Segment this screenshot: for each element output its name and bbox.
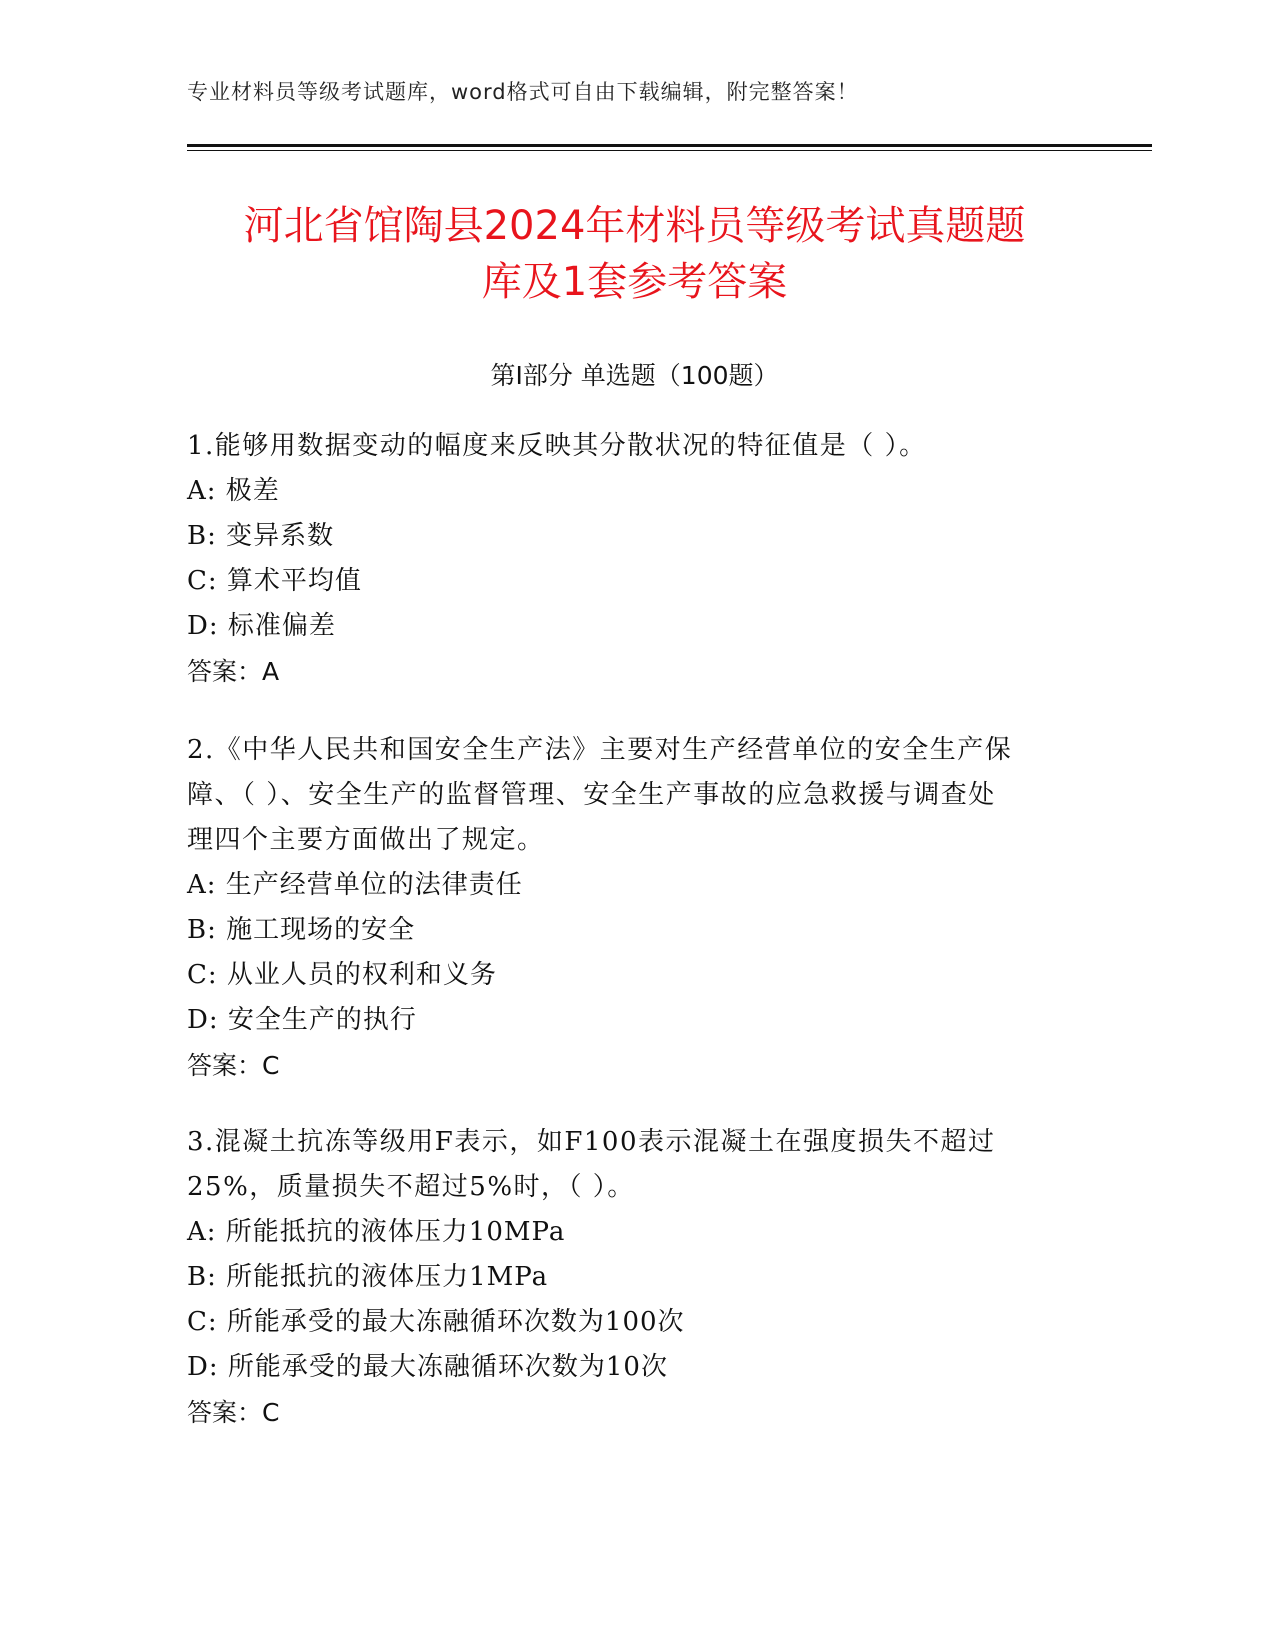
option-a: A: 所能抵抗的液体压力10MPa bbox=[187, 1217, 566, 1247]
header-note: 专业材料员等级考试题库，word格式可自由下载编辑，附完整答案！ bbox=[187, 80, 859, 104]
answer: 答案：C bbox=[187, 1398, 280, 1427]
option-d: D: 所能承受的最大冻融循环次数为10次 bbox=[187, 1352, 668, 1382]
question-stem bbox=[187, 1120, 1087, 1210]
option-b: B: 变异系数 bbox=[187, 521, 335, 551]
question-stem-line: 1.能够用数据变动的幅度来反映其分散状况的特征值是（ ）。 bbox=[187, 431, 927, 461]
question-3 bbox=[187, 1120, 1087, 1435]
answer: 答案：A bbox=[187, 657, 280, 686]
option-b: B: 施工现场的安全 bbox=[187, 915, 416, 945]
question-stem-line: 障、（ ）、安全生产的监督管理、安全生产事故的应急救援与调查处 bbox=[187, 780, 996, 810]
option-c: C: 算术平均值 bbox=[187, 566, 362, 596]
question-stem-line: 3.混凝土抗冻等级用F表示，如F100表示混凝土在强度损失不超过 bbox=[187, 1127, 996, 1157]
answer: 答案：C bbox=[187, 1051, 280, 1080]
question-1 bbox=[187, 424, 1087, 694]
option-c: C: 从业人员的权利和义务 bbox=[187, 960, 497, 990]
question-stem-line: 25%，质量损失不超过5%时，（ ）。 bbox=[187, 1172, 635, 1202]
document-title bbox=[187, 198, 1082, 310]
option-a: A: 极差 bbox=[187, 476, 280, 506]
option-a: A: 生产经营单位的法律责任 bbox=[187, 870, 523, 900]
question-stem-line: 2.《中华人民共和国安全生产法》主要对生产经营单位的安全生产保 bbox=[187, 735, 1013, 765]
document-title-line-1: 河北省馆陶县2024年材料员等级考试真题题 bbox=[243, 203, 1026, 249]
option-d: D: 标准偏差 bbox=[187, 611, 336, 641]
option-d: D: 安全生产的执行 bbox=[187, 1005, 417, 1035]
question-2 bbox=[187, 728, 1087, 1088]
header-divider-thin bbox=[187, 150, 1152, 151]
question-stem-line: 理四个主要方面做出了规定。 bbox=[187, 825, 545, 855]
header-divider-thick bbox=[187, 144, 1152, 147]
document-title-line-2: 库及1套参考答案 bbox=[481, 259, 788, 305]
question-stem bbox=[187, 728, 1087, 863]
option-b: B: 所能抵抗的液体压力1MPa bbox=[187, 1262, 549, 1292]
option-c: C: 所能承受的最大冻融循环次数为100次 bbox=[187, 1307, 685, 1337]
section-title: 第Ⅰ部分 单选题（100题） bbox=[490, 361, 779, 390]
question-stem bbox=[187, 424, 1087, 469]
